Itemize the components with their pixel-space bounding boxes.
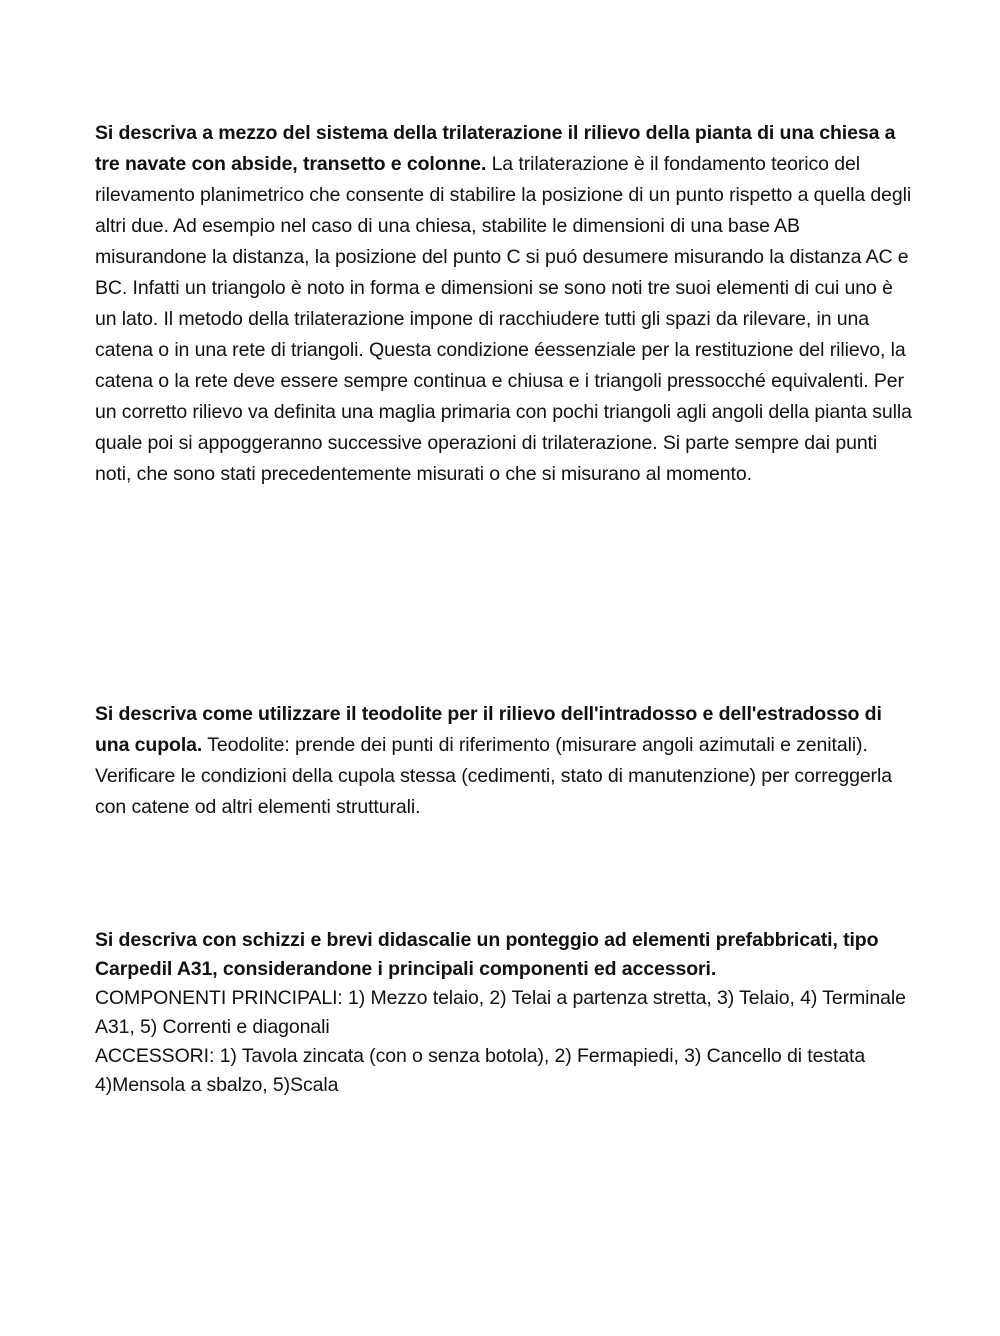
components-text: COMPONENTI PRINCIPALI: 1) Mezzo telaio, 2) Telai a partenza stretta, 3) Telaio, 4) Terminale A31, 5) Correnti e diagonali xyxy=(95,987,906,1038)
section-teodolite xyxy=(95,699,915,823)
section-ponteggio xyxy=(95,926,915,1100)
question-text: Si descriva a mezzo del sistema della trilaterazione il rilievo della pianta di una chiesa a tre navate con abside, transetto e colonne. xyxy=(95,122,896,175)
answer-text: Teodolite: prende dei punti di riferimento (misurare angoli azimutali e zenitali). Verificare le condizioni della cupola stessa (cedimenti, stato di manutenzione) per correggerla con catene od altri elementi strutturali. xyxy=(95,734,892,818)
question-text: Si descriva come utilizzare il teodolite per il rilievo dell'intradosso e dell'estradosso di una cupola. xyxy=(95,703,882,756)
accessories-text: ACCESSORI: 1) Tavola zincata (con o senza botola), 2) Fermapiedi, 3) Cancello di testata 4)Mensola a sbalzo, 5)Scala xyxy=(95,1045,866,1096)
answer-text: La trilaterazione è il fondamento teorico del rilevamento planimetrico che consente di stabilire la posizione di un punto rispetto a quella degli altri due. Ad esempio nel caso di una chiesa, stabilite le dimensioni di una base AB misurandone la distanza, la posizione del punto C si puó desumere misurando la distanza AC e BC. Infatti un triangolo è noto in forma e dimensioni se sono noti tre suoi elementi di cui uno è un lato. Il metodo della trilaterazione impone di racchiudere tutti gli spazi da rilevare, in una catena o in una rete di triangoli. Questa condizione éessenziale per la restituzione del rilievo, la catena o la rete deve essere sempre continua e chiusa e i triangoli pressocché equivalenti. Per un corretto rilievo va definita una maglia primaria con pochi triangoli agli angoli della pianta sulla quale poi si appoggeranno successive operazioni di trilaterazione. Si parte sempre dai punti noti, che sono stati precedentemente misurati o che si misurano al momento. xyxy=(95,153,912,485)
section-trilaterazione xyxy=(95,118,915,490)
question-text: Si descriva con schizzi e brevi didascalie un ponteggio ad elementi prefabbricati, tipo Carpedil A31, considerandone i principali componenti ed accessori. xyxy=(95,929,879,980)
